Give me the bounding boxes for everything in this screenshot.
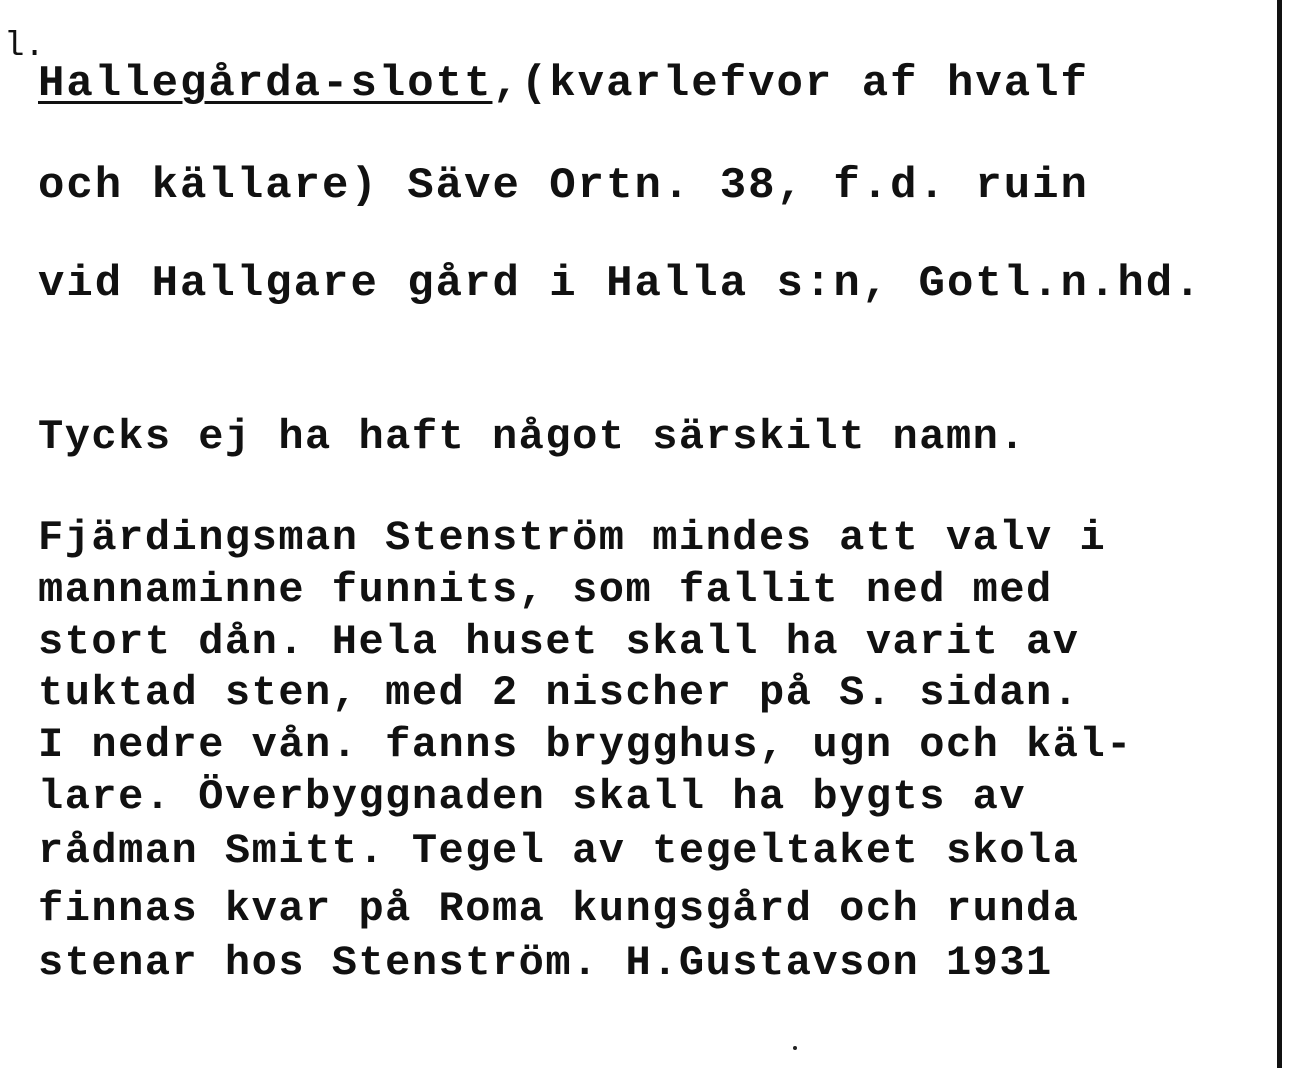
body-line-1: Fjärdingsman Stenström mindes att valv i [38, 514, 1107, 562]
body-line-7: rådman Smitt. Tegel av tegeltaket skola [38, 827, 1080, 875]
body-line-9: stenar hos Stenström. H.Gustavson 1931 [38, 939, 1053, 987]
header-line-1-rest: ,(kvarlefvor af hvalf [492, 59, 1089, 109]
header-line-3: vid Hallgare gård i Halla s:n, Gotl.n.hd. [38, 259, 1203, 309]
body-line-3: stort dån. Hela huset skall ha varit av [38, 618, 1080, 666]
body-line-5: I nedre vån. fanns brygghus, ugn och käl- [38, 721, 1133, 769]
card-title: Hallegårda-slott [38, 59, 493, 109]
header-line-2: och källare) Säve Ortn. 38, f.d. ruin [38, 161, 1089, 211]
header-line-1 [38, 59, 1089, 109]
body-line-8: finnas kvar på Roma kungsgård och runda [38, 885, 1080, 933]
body-line-6: lare. Överbyggnaden skall ha bygts av [38, 773, 1027, 821]
body-line-2: mannaminne funnits, som fallit ned med [38, 566, 1053, 614]
corner-mark: l. [4, 28, 45, 66]
body-line-4: tuktad sten, med 2 nischer på S. sidan. [38, 669, 1080, 717]
note-line: Tycks ej ha haft något särskilt namn. [38, 413, 1027, 461]
card-edge-line [1277, 0, 1282, 1068]
ink-speck [793, 1046, 797, 1050]
